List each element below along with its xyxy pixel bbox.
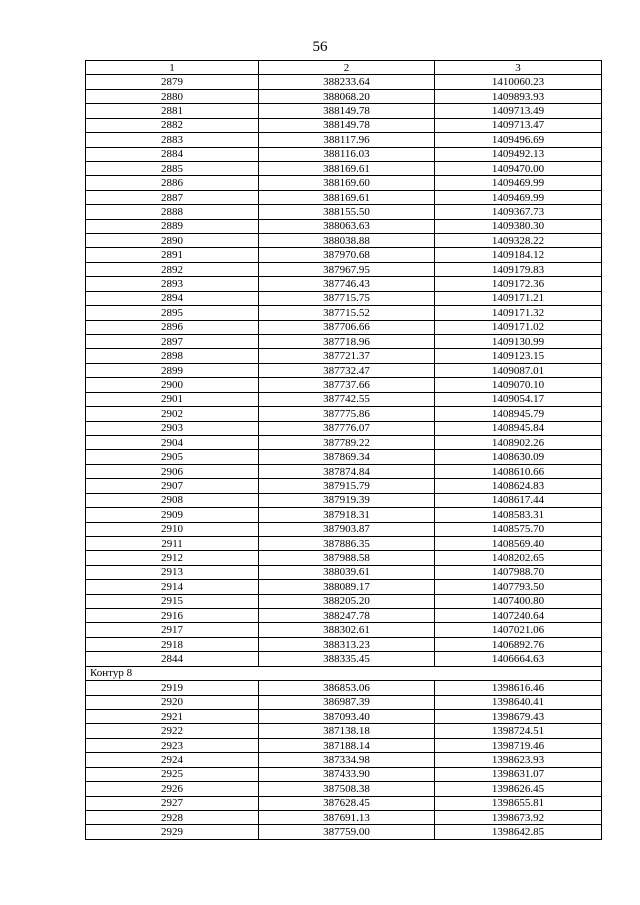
table-row (86, 623, 602, 637)
table-row (86, 435, 602, 449)
cell-point-number: 2898 (86, 349, 259, 363)
cell-y-coordinate: 1409130.99 (435, 335, 602, 349)
cell-x-coordinate: 388335.45 (259, 652, 435, 666)
cell-point-number: 2901 (86, 392, 259, 406)
cell-y-coordinate: 1409171.02 (435, 320, 602, 334)
cell-x-coordinate: 387732.47 (259, 363, 435, 377)
cell-point-number: 2918 (86, 637, 259, 651)
cell-y-coordinate: 1409713.49 (435, 104, 602, 118)
cell-y-coordinate: 1408575.70 (435, 522, 602, 536)
table-row (86, 147, 602, 161)
cell-point-number: 2879 (86, 75, 259, 89)
cell-point-number: 2929 (86, 825, 259, 839)
cell-x-coordinate: 387776.07 (259, 421, 435, 435)
cell-point-number: 2887 (86, 190, 259, 204)
cell-x-coordinate: 387093.40 (259, 709, 435, 723)
table-row (86, 320, 602, 334)
cell-x-coordinate: 387715.52 (259, 306, 435, 320)
cell-y-coordinate: 1410060.23 (435, 75, 602, 89)
cell-point-number: 2888 (86, 205, 259, 219)
table-row (86, 219, 602, 233)
table-row (86, 205, 602, 219)
cell-x-coordinate: 387737.66 (259, 378, 435, 392)
cell-x-coordinate: 388169.61 (259, 190, 435, 204)
cell-x-coordinate: 387789.22 (259, 435, 435, 449)
cell-x-coordinate: 388149.78 (259, 118, 435, 132)
cell-point-number: 2916 (86, 609, 259, 623)
table-body (86, 75, 602, 839)
cell-point-number: 2899 (86, 363, 259, 377)
table-row (86, 479, 602, 493)
table-row (86, 536, 602, 550)
cell-point-number: 2904 (86, 435, 259, 449)
cell-x-coordinate: 388068.20 (259, 89, 435, 103)
cell-x-coordinate: 387715.75 (259, 291, 435, 305)
coordinates-table (85, 60, 602, 840)
cell-y-coordinate: 1398679.43 (435, 709, 602, 723)
table-row (86, 378, 602, 392)
cell-point-number: 2882 (86, 118, 259, 132)
table-row (86, 407, 602, 421)
cell-x-coordinate: 387746.43 (259, 277, 435, 291)
cell-x-coordinate: 387874.84 (259, 464, 435, 478)
cell-y-coordinate: 1408583.31 (435, 508, 602, 522)
cell-y-coordinate: 1407400.80 (435, 594, 602, 608)
table-row (86, 234, 602, 248)
cell-x-coordinate: 387334.98 (259, 753, 435, 767)
cell-x-coordinate: 387886.35 (259, 536, 435, 550)
cell-x-coordinate: 387869.34 (259, 450, 435, 464)
cell-y-coordinate: 1409713.47 (435, 118, 602, 132)
cell-x-coordinate: 387433.90 (259, 767, 435, 781)
table-row (86, 508, 602, 522)
table-row (86, 652, 602, 666)
cell-point-number: 2923 (86, 738, 259, 752)
cell-y-coordinate: 1398626.45 (435, 782, 602, 796)
table-row (86, 291, 602, 305)
cell-y-coordinate: 1398719.46 (435, 738, 602, 752)
cell-y-coordinate: 1398655.81 (435, 796, 602, 810)
cell-x-coordinate: 388149.78 (259, 104, 435, 118)
cell-y-coordinate: 1409496.69 (435, 133, 602, 147)
cell-y-coordinate: 1409184.12 (435, 248, 602, 262)
cell-x-coordinate: 388155.50 (259, 205, 435, 219)
table-row (86, 75, 602, 89)
cell-y-coordinate: 1409123.15 (435, 349, 602, 363)
table-row (86, 118, 602, 132)
cell-y-coordinate: 1409380.30 (435, 219, 602, 233)
cell-x-coordinate: 387970.68 (259, 248, 435, 262)
cell-point-number: 2911 (86, 536, 259, 550)
cell-point-number: 2913 (86, 565, 259, 579)
cell-point-number: 2912 (86, 551, 259, 565)
cell-point-number: 2908 (86, 493, 259, 507)
section-row (86, 666, 602, 680)
cell-point-number: 2917 (86, 623, 259, 637)
cell-point-number: 2880 (86, 89, 259, 103)
cell-y-coordinate: 1409367.73 (435, 205, 602, 219)
cell-y-coordinate: 1409179.83 (435, 262, 602, 276)
table-row (86, 450, 602, 464)
cell-x-coordinate: 387188.14 (259, 738, 435, 752)
cell-x-coordinate: 387508.38 (259, 782, 435, 796)
table-row (86, 580, 602, 594)
cell-x-coordinate: 388302.61 (259, 623, 435, 637)
table-row (86, 753, 602, 767)
cell-x-coordinate: 387721.37 (259, 349, 435, 363)
cell-y-coordinate: 1408902.26 (435, 435, 602, 449)
cell-y-coordinate: 1398616.46 (435, 681, 602, 695)
cell-point-number: 2903 (86, 421, 259, 435)
cell-y-coordinate: 1398640.41 (435, 695, 602, 709)
cell-y-coordinate: 1408610.66 (435, 464, 602, 478)
cell-x-coordinate: 388063.63 (259, 219, 435, 233)
cell-y-coordinate: 1398673.92 (435, 810, 602, 824)
cell-x-coordinate: 388038.88 (259, 234, 435, 248)
cell-x-coordinate: 386987.39 (259, 695, 435, 709)
cell-x-coordinate: 387706.66 (259, 320, 435, 334)
column-header-point: 1 (86, 61, 259, 75)
cell-x-coordinate: 386853.06 (259, 681, 435, 695)
cell-x-coordinate: 387988.58 (259, 551, 435, 565)
cell-x-coordinate: 388117.96 (259, 133, 435, 147)
cell-point-number: 2902 (86, 407, 259, 421)
table-row (86, 421, 602, 435)
table-row (86, 724, 602, 738)
cell-y-coordinate: 1409070.10 (435, 378, 602, 392)
cell-x-coordinate: 387915.79 (259, 479, 435, 493)
cell-point-number: 2897 (86, 335, 259, 349)
table-row (86, 248, 602, 262)
cell-point-number: 2915 (86, 594, 259, 608)
cell-y-coordinate: 1408630.09 (435, 450, 602, 464)
cell-x-coordinate: 388313.23 (259, 637, 435, 651)
cell-y-coordinate: 1409054.17 (435, 392, 602, 406)
cell-x-coordinate: 388169.60 (259, 176, 435, 190)
cell-x-coordinate: 388089.17 (259, 580, 435, 594)
table-row (86, 262, 602, 276)
cell-point-number: 2894 (86, 291, 259, 305)
cell-y-coordinate: 1398623.93 (435, 753, 602, 767)
table-row (86, 392, 602, 406)
column-header-y: 3 (435, 61, 602, 75)
table-row (86, 190, 602, 204)
cell-x-coordinate: 387903.87 (259, 522, 435, 536)
table-row (86, 767, 602, 781)
cell-y-coordinate: 1408945.79 (435, 407, 602, 421)
table-row (86, 522, 602, 536)
table-row (86, 709, 602, 723)
table-row (86, 810, 602, 824)
cell-x-coordinate: 387138.18 (259, 724, 435, 738)
cell-y-coordinate: 1409172.36 (435, 277, 602, 291)
cell-y-coordinate: 1409171.21 (435, 291, 602, 305)
table-row (86, 594, 602, 608)
table-row (86, 493, 602, 507)
table-row (86, 306, 602, 320)
cell-point-number: 2893 (86, 277, 259, 291)
column-header-x: 2 (259, 61, 435, 75)
cell-y-coordinate: 1398631.07 (435, 767, 602, 781)
cell-x-coordinate: 387919.39 (259, 493, 435, 507)
cell-x-coordinate: 387691.13 (259, 810, 435, 824)
table-row (86, 695, 602, 709)
table-row (86, 738, 602, 752)
cell-point-number: 2892 (86, 262, 259, 276)
cell-point-number: 2920 (86, 695, 259, 709)
table-row (86, 565, 602, 579)
cell-y-coordinate: 1407021.06 (435, 623, 602, 637)
cell-point-number: 2886 (86, 176, 259, 190)
table-row (86, 782, 602, 796)
cell-point-number: 2905 (86, 450, 259, 464)
cell-y-coordinate: 1408569.40 (435, 536, 602, 550)
cell-point-number: 2909 (86, 508, 259, 522)
cell-point-number: 2889 (86, 219, 259, 233)
table-header-row (86, 61, 602, 75)
cell-point-number: 2922 (86, 724, 259, 738)
cell-point-number: 2907 (86, 479, 259, 493)
cell-y-coordinate: 1408624.83 (435, 479, 602, 493)
cell-point-number: 2914 (86, 580, 259, 594)
cell-x-coordinate: 388247.78 (259, 609, 435, 623)
cell-x-coordinate: 388039.61 (259, 565, 435, 579)
cell-point-number: 2890 (86, 234, 259, 248)
cell-point-number: 2927 (86, 796, 259, 810)
cell-y-coordinate: 1398642.85 (435, 825, 602, 839)
table-row (86, 796, 602, 810)
cell-x-coordinate: 387775.86 (259, 407, 435, 421)
cell-point-number: 2844 (86, 652, 259, 666)
table-row (86, 104, 602, 118)
cell-y-coordinate: 1409893.93 (435, 89, 602, 103)
cell-point-number: 2891 (86, 248, 259, 262)
cell-x-coordinate: 387967.95 (259, 262, 435, 276)
cell-y-coordinate: 1407988.70 (435, 565, 602, 579)
cell-point-number: 2900 (86, 378, 259, 392)
cell-y-coordinate: 1406664.63 (435, 652, 602, 666)
cell-point-number: 2883 (86, 133, 259, 147)
cell-point-number: 2926 (86, 782, 259, 796)
table-row (86, 161, 602, 175)
cell-y-coordinate: 1406892.76 (435, 637, 602, 651)
cell-y-coordinate: 1409469.99 (435, 176, 602, 190)
cell-x-coordinate: 387742.55 (259, 392, 435, 406)
table-row (86, 133, 602, 147)
table-row (86, 363, 602, 377)
table-row (86, 825, 602, 839)
cell-x-coordinate: 387759.00 (259, 825, 435, 839)
cell-x-coordinate: 388205.20 (259, 594, 435, 608)
cell-point-number: 2896 (86, 320, 259, 334)
table-row (86, 551, 602, 565)
cell-y-coordinate: 1409469.99 (435, 190, 602, 204)
cell-x-coordinate: 387628.45 (259, 796, 435, 810)
section-label: Контур 8 (86, 666, 602, 680)
cell-y-coordinate: 1407793.50 (435, 580, 602, 594)
cell-point-number: 2910 (86, 522, 259, 536)
table-row (86, 335, 602, 349)
cell-x-coordinate: 388169.61 (259, 161, 435, 175)
cell-point-number: 2884 (86, 147, 259, 161)
cell-y-coordinate: 1409087.01 (435, 363, 602, 377)
cell-point-number: 2924 (86, 753, 259, 767)
cell-y-coordinate: 1409171.32 (435, 306, 602, 320)
cell-x-coordinate: 388116.03 (259, 147, 435, 161)
cell-x-coordinate: 387718.96 (259, 335, 435, 349)
table-row (86, 464, 602, 478)
cell-y-coordinate: 1409492.13 (435, 147, 602, 161)
cell-point-number: 2881 (86, 104, 259, 118)
table-row (86, 609, 602, 623)
cell-point-number: 2925 (86, 767, 259, 781)
cell-y-coordinate: 1398724.51 (435, 724, 602, 738)
cell-y-coordinate: 1409328.22 (435, 234, 602, 248)
table-row (86, 277, 602, 291)
page-number: 56 (312, 39, 328, 55)
table-row (86, 637, 602, 651)
cell-point-number: 2921 (86, 709, 259, 723)
cell-point-number: 2906 (86, 464, 259, 478)
cell-y-coordinate: 1408617.44 (435, 493, 602, 507)
table-row (86, 176, 602, 190)
table-row (86, 349, 602, 363)
cell-point-number: 2928 (86, 810, 259, 824)
cell-x-coordinate: 387918.31 (259, 508, 435, 522)
cell-point-number: 2895 (86, 306, 259, 320)
table-row (86, 89, 602, 103)
cell-point-number: 2919 (86, 681, 259, 695)
cell-y-coordinate: 1407240.64 (435, 609, 602, 623)
cell-y-coordinate: 1408945.84 (435, 421, 602, 435)
cell-x-coordinate: 388233.64 (259, 75, 435, 89)
cell-point-number: 2885 (86, 161, 259, 175)
cell-y-coordinate: 1409470.00 (435, 161, 602, 175)
table-row (86, 681, 602, 695)
cell-y-coordinate: 1408202.65 (435, 551, 602, 565)
